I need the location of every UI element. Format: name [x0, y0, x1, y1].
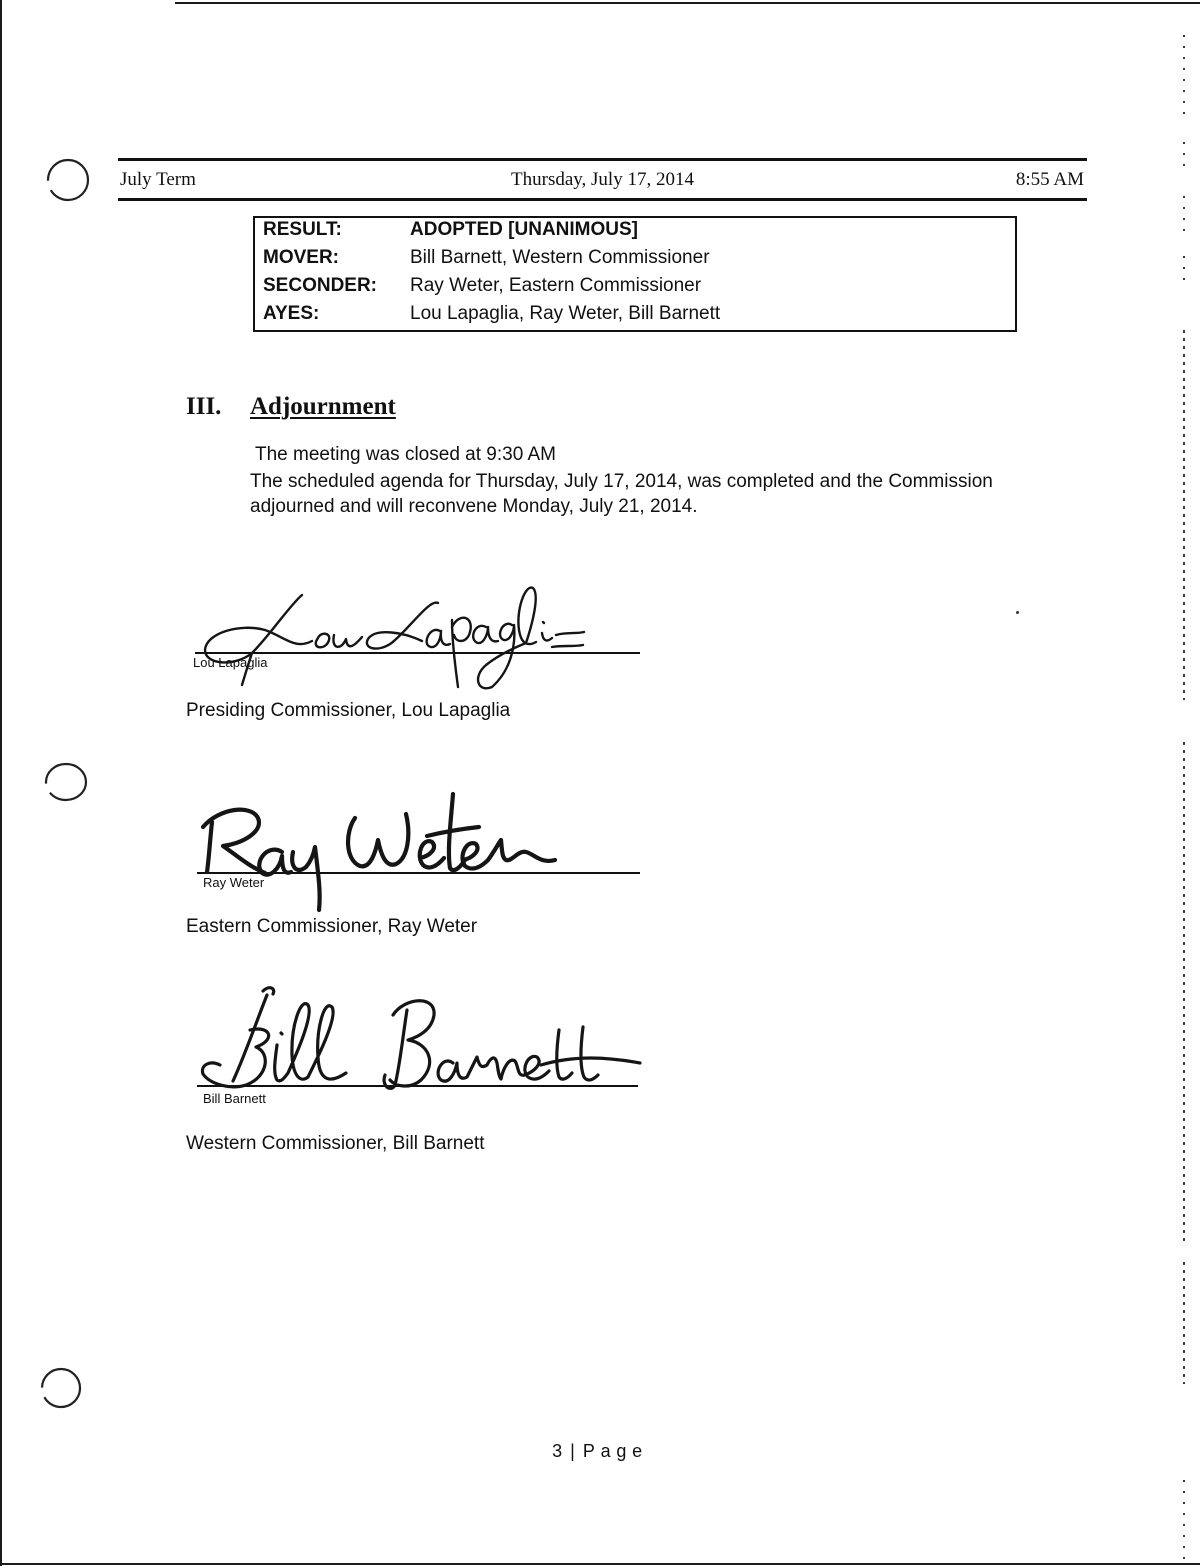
scan-edge-right-mark	[1183, 35, 1185, 115]
signature-stroke	[205, 588, 584, 689]
vote-value: Bill Barnett, Western Commissioner	[410, 247, 710, 268]
header-rule-bottom	[118, 198, 1087, 201]
signature-stroke	[202, 988, 640, 1089]
body-line: The meeting was closed at 9:30 AM	[255, 444, 556, 465]
page-separator: |	[570, 1441, 575, 1461]
scan-edge-right-mark	[1183, 742, 1185, 1242]
vote-value: Lou Lapaglia, Ray Weter, Bill Barnett	[410, 303, 721, 324]
vote-label: RESULT:	[263, 219, 342, 240]
header-date: Thursday, July 17, 2014	[511, 169, 694, 190]
scan-edge-bottom	[0, 1563, 1200, 1565]
section-number: III.	[186, 393, 222, 420]
signature-title: Western Commissioner, Bill Barnett	[186, 1133, 485, 1154]
vote-result-table	[253, 216, 1017, 332]
scan-edge-right-mark	[1183, 1480, 1185, 1560]
page-footer	[500, 1439, 700, 1463]
vote-row-result	[263, 218, 1015, 246]
signature-printed-name: Ray Weter	[203, 875, 265, 890]
vote-label: SECONDER:	[263, 275, 378, 296]
header-term: July Term	[120, 169, 196, 190]
scan-edge-right-mark	[1183, 256, 1185, 286]
vote-label: AYES:	[263, 303, 320, 324]
vote-row-ayes	[263, 302, 1015, 330]
vote-value: ADOPTED [UNANIMOUS]	[410, 219, 638, 240]
scan-edge-right-mark	[1183, 142, 1185, 172]
scan-edge-left	[0, 0, 2, 1566]
scan-edge-right-mark	[1183, 330, 1185, 700]
header-time: 8:55 AM	[1015, 169, 1084, 190]
punch-hole-icon	[44, 156, 92, 204]
punch-hole-icon	[42, 758, 90, 806]
signature-title: Eastern Commissioner, Ray Weter	[186, 916, 478, 937]
punch-hole-icon	[37, 1364, 85, 1412]
vote-label: MOVER:	[263, 247, 339, 268]
signature-lou-lapaglia	[190, 575, 650, 700]
scan-edge-right-mark	[1183, 196, 1185, 236]
signature-ray-weter	[195, 780, 575, 920]
signature-title: Presiding Commissioner, Lou Lapaglia	[186, 700, 511, 721]
scan-speck	[1016, 611, 1019, 614]
vote-row-mover	[263, 246, 1015, 274]
signature-bill-barnett	[195, 985, 655, 1100]
body-line: adjourned and will reconvene Monday, July 21, 2014.	[250, 496, 698, 517]
header-rule-top	[118, 158, 1087, 161]
signature-printed-name: Lou Lapaglia	[193, 655, 268, 670]
signature-stroke	[203, 794, 555, 910]
scan-edge-top	[175, 2, 1200, 4]
vote-value: Ray Weter, Eastern Commissioner	[410, 275, 702, 296]
body-line: The scheduled agenda for Thursday, July 17, 2014, was completed and the Commission	[250, 471, 993, 492]
section-title: Adjournment	[250, 393, 396, 420]
page-number: 3	[552, 1441, 563, 1461]
signature-printed-name: Bill Barnett	[203, 1091, 266, 1106]
page-label: Page	[582, 1441, 648, 1461]
vote-row-seconder	[263, 274, 1015, 302]
scan-edge-right-mark	[1183, 1262, 1185, 1384]
